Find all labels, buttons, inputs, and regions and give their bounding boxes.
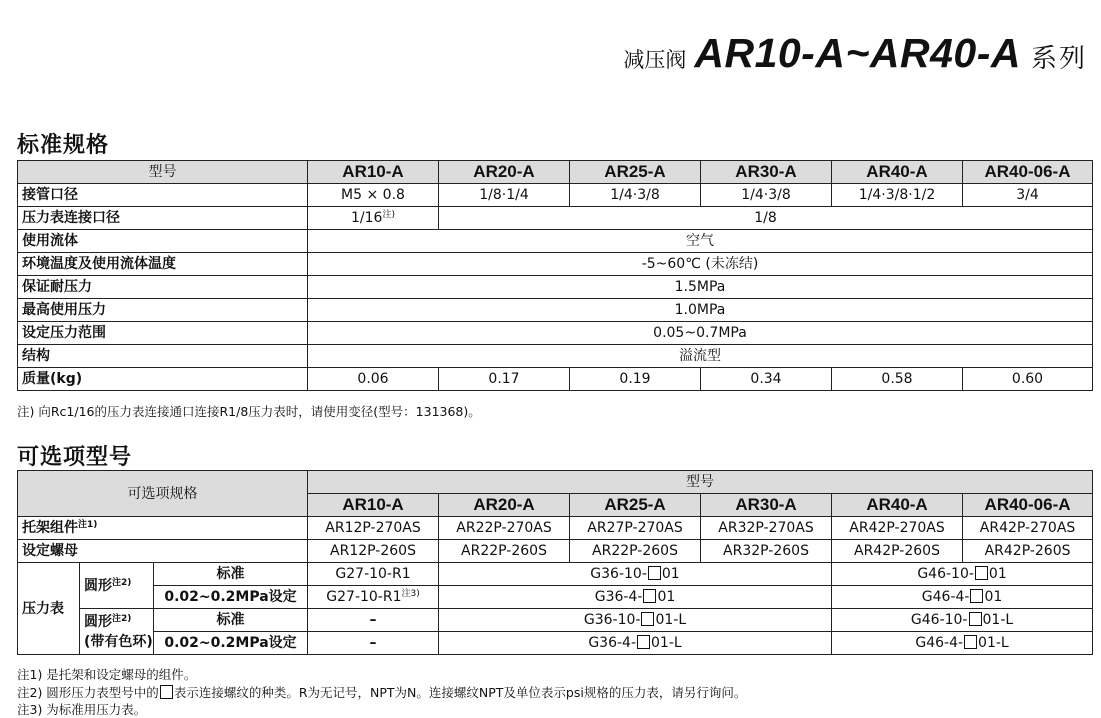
cell-value: AR32P-260S: [701, 540, 832, 563]
note-marker: 注2): [112, 577, 132, 588]
options-header-row: [18, 471, 1093, 494]
spec-row-structure: [18, 345, 1093, 368]
options-row-gauge-color-std: [18, 609, 1093, 632]
cell-value: [832, 632, 1093, 655]
model-header: AR40-06-A: [963, 161, 1093, 184]
model-header: AR10-A: [308, 161, 439, 184]
cell-value: AR42P-260S: [963, 540, 1093, 563]
cell-value: AR22P-260S: [570, 540, 701, 563]
note-marker: 注2): [112, 613, 132, 624]
cell-value: 0.19: [570, 368, 701, 391]
cell-value: 1.0MPa: [308, 299, 1093, 322]
row-label: 结构: [18, 345, 308, 368]
cell-value: 0.05~0.7MPa: [308, 322, 1093, 345]
cell-text: 01: [657, 589, 676, 605]
cell-value: AR32P-270AS: [701, 517, 832, 540]
options-note-2: [17, 683, 746, 701]
placeholder-box: [637, 635, 650, 649]
options-note-1: 注1) 是托架和设定螺母的组件。: [17, 667, 197, 682]
cell-text: G46-10-: [910, 612, 968, 628]
cell-value: 3/4: [963, 184, 1093, 207]
cell-value: 0.34: [701, 368, 832, 391]
options-title: 可选项型号: [17, 445, 133, 470]
note-marker: 注): [382, 210, 395, 220]
cell-value: 0.06: [308, 368, 439, 391]
placeholder-box: [970, 589, 983, 603]
note-text: 注2) 圆形压力表型号中的: [17, 685, 159, 700]
cell-text: G46-4-: [921, 589, 970, 605]
row-label: 环境温度及使用流体温度: [18, 253, 308, 276]
cell-value: 1/4·3/8: [570, 184, 701, 207]
cell-text: G27-10-R1: [326, 589, 402, 605]
note-marker: 注1): [78, 520, 98, 530]
cell-value: 1/4·3/8: [701, 184, 832, 207]
model-header: AR20-A: [439, 161, 570, 184]
spec-note: 注) 向Rc1/16的压力表连接通口连接R1/8压力表时，请使用变径(型号：131368)。: [17, 404, 481, 419]
cell-value: AR12P-270AS: [308, 517, 439, 540]
placeholder-box: [641, 612, 654, 626]
row-label: 设定压力范围: [18, 322, 308, 345]
low-label: 0.02~0.2MPa设定: [154, 586, 308, 609]
round-label-text: 圆形: [84, 577, 112, 594]
model-header: AR30-A: [701, 161, 832, 184]
cell-text: G36-10-: [590, 566, 647, 582]
options-row-gauge-round-std: [18, 563, 1093, 586]
cell-value: AR42P-270AS: [963, 517, 1093, 540]
round-color-label: [80, 609, 154, 655]
cell-text: 01: [661, 566, 680, 582]
spec-row-range: [18, 322, 1093, 345]
cell-value: AR42P-260S: [832, 540, 963, 563]
row-label: 保证耐压力: [18, 276, 308, 299]
options-row-bracket: [18, 517, 1093, 540]
cell-value: AR22P-270AS: [439, 517, 570, 540]
cell-value: [832, 586, 1093, 609]
spec-table: [17, 160, 1093, 391]
gauge-label: 压力表: [18, 563, 80, 655]
cell-value: [832, 609, 1093, 632]
spec-row-weight: [18, 368, 1093, 391]
spec-row-port: [18, 184, 1093, 207]
cell-value: 0.17: [439, 368, 570, 391]
cell-value: AR12P-260S: [308, 540, 439, 563]
row-label: 质量(kg): [18, 368, 308, 391]
cell-value: 1/4·3/8·1/2: [832, 184, 963, 207]
row-label: 使用流体: [18, 230, 308, 253]
cell-value: -5~60℃ (未冻结): [308, 253, 1093, 276]
placeholder-box: [964, 635, 977, 649]
options-row-gauge-round-low: [18, 586, 1093, 609]
spec-title: 标准规格: [17, 133, 110, 158]
placeholder-box: [648, 566, 661, 580]
spec-row-temp: [18, 253, 1093, 276]
cell-text: 01-L: [982, 612, 1014, 628]
header-prefix: 减压阀: [623, 48, 687, 72]
cell-text: G46-10-: [917, 566, 974, 582]
placeholder-box: [975, 566, 988, 580]
cell-value: [439, 632, 832, 655]
round-color-text: 圆形: [84, 613, 112, 630]
cell-text: 01-L: [651, 635, 682, 651]
cell-text: G46-4-: [915, 635, 964, 651]
cell-value: –: [308, 609, 439, 632]
spec-row-proof: [18, 276, 1093, 299]
cell-value: 1.5MPa: [308, 276, 1093, 299]
cell-text: G36-4-: [588, 635, 637, 651]
options-row-nut: [18, 540, 1093, 563]
row-label: [18, 517, 308, 540]
model-header: AR25-A: [570, 161, 701, 184]
page-header: [623, 30, 1087, 80]
cell-text: G36-10-: [583, 612, 641, 628]
model-header: AR40-A: [832, 494, 963, 517]
note-text: 表示连接螺纹的种类。R为无记号，NPT为N。连接螺纹NPT及单位表示psi规格的压力表，请另行询问。: [173, 685, 747, 700]
spec-row-fluid: [18, 230, 1093, 253]
spec-row-gauge-port: [18, 207, 1093, 230]
note-marker: 注3): [401, 589, 420, 599]
cell-value: [439, 586, 832, 609]
cell-text: G36-4-: [594, 589, 643, 605]
cell-value: 1/8·1/4: [439, 184, 570, 207]
cell-text: 01-L: [978, 635, 1009, 651]
spec-row-max: [18, 299, 1093, 322]
row-label: 最高使用压力: [18, 299, 308, 322]
placeholder-box: [969, 612, 982, 626]
cell-value: AR22P-260S: [439, 540, 570, 563]
cell-value: [832, 563, 1093, 586]
cell-value: 溢流型: [308, 345, 1093, 368]
cell-value: 0.58: [832, 368, 963, 391]
model-header: AR20-A: [439, 494, 570, 517]
header-model: AR10-A~AR40-A: [694, 30, 1021, 76]
model-header: AR30-A: [701, 494, 832, 517]
cell-value: [439, 563, 832, 586]
std-label: 标准: [154, 563, 308, 586]
std-label: 标准: [154, 609, 308, 632]
placeholder-box: [643, 589, 656, 603]
cell-value: –: [308, 632, 439, 655]
cell-text: 01-L: [655, 612, 687, 628]
cell-value: [308, 586, 439, 609]
row-label: 设定螺母: [18, 540, 308, 563]
placeholder-box: [160, 685, 173, 699]
options-spec-header: 可选项规格: [18, 471, 308, 517]
spec-model-header: 型号: [18, 161, 308, 184]
bracket-label: 托架组件: [22, 520, 78, 536]
model-header: AR40-06-A: [963, 494, 1093, 517]
low-label: 0.02~0.2MPa设定: [154, 632, 308, 655]
options-model-header: 型号: [308, 471, 1093, 494]
round-label: [80, 563, 154, 609]
spec-header-row: [18, 161, 1093, 184]
round-color-sub: (带有色环): [84, 633, 153, 650]
cell-text: 1/16: [351, 210, 383, 226]
options-row-gauge-color-low: [18, 632, 1093, 655]
options-table: [17, 470, 1093, 655]
options-note-3: 注3) 为标准用压力表。: [17, 702, 147, 717]
cell-value: G27-10-R1: [308, 563, 439, 586]
row-label: 接管口径: [18, 184, 308, 207]
cell-value: [439, 609, 832, 632]
cell-value: [308, 207, 439, 230]
row-label: 压力表连接口径: [18, 207, 308, 230]
model-header: AR10-A: [308, 494, 439, 517]
cell-value: 0.60: [963, 368, 1093, 391]
model-header: AR40-A: [832, 161, 963, 184]
cell-value: M5 × 0.8: [308, 184, 439, 207]
cell-value: AR42P-270AS: [832, 517, 963, 540]
header-suffix: 系列: [1030, 44, 1087, 74]
model-header: AR25-A: [570, 494, 701, 517]
cell-value: 1/8: [439, 207, 1093, 230]
cell-value: AR27P-270AS: [570, 517, 701, 540]
cell-value: 空气: [308, 230, 1093, 253]
cell-text: 01: [988, 566, 1007, 582]
cell-text: 01: [984, 589, 1003, 605]
